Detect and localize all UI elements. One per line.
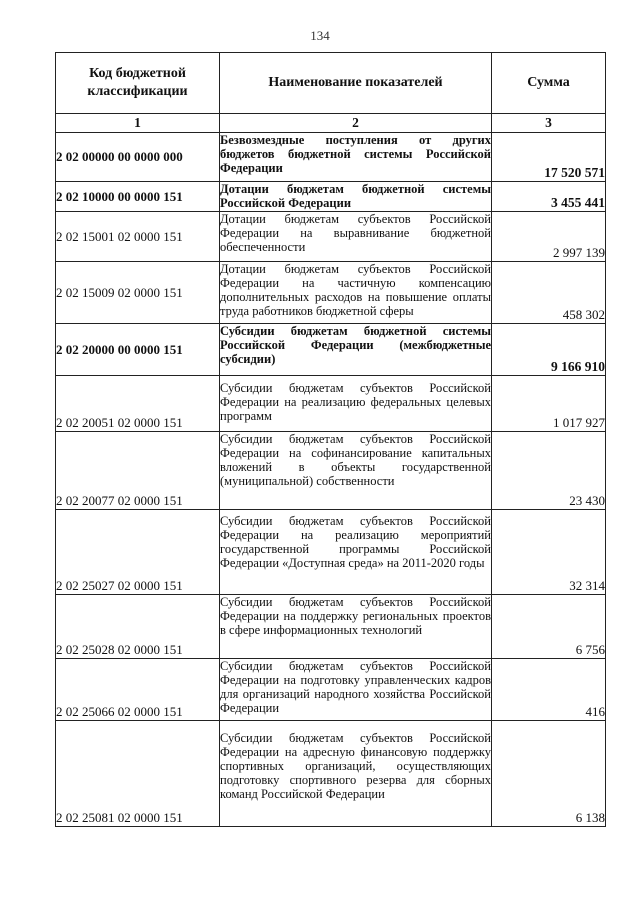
budget-code: 2 02 10000 00 0000 151	[56, 182, 220, 212]
header-name: Наименование показателей	[220, 53, 492, 114]
table-row	[56, 324, 606, 376]
budget-code: 2 02 25027 02 0000 151	[56, 510, 220, 595]
table-row	[56, 721, 606, 827]
table-row	[56, 212, 606, 262]
indicator-name: Дотации бюджетам бюджетной системы Российской Федерации	[220, 182, 491, 210]
amount: 9 166 910	[492, 324, 606, 376]
table-row	[56, 262, 606, 324]
indicator-name: Безвозмездные поступления от других бюджетов бюджетной системы Российской Федерации	[220, 133, 492, 182]
table-row	[56, 432, 606, 510]
header-amount: Сумма	[492, 53, 606, 114]
column-number: 1	[56, 114, 220, 133]
budget-code: 2 02 20000 00 0000 151	[56, 324, 220, 376]
header-row	[56, 53, 606, 114]
indicator-name: Субсидии бюджетам субъектов Российской Федерации на подготовку управленческих кадров для организаций народного хозяйства Российской Федерации	[220, 659, 492, 721]
column-number-row	[56, 114, 606, 133]
indicator-name: Дотации бюджетам субъектов Российской Федерации на выравнивание бюджетной обеспеченности	[220, 212, 492, 262]
indicator-name: Субсидии бюджетам субъектов Российской Федерации на адресную финансовую поддержку спортивных организаций, осуществляющих подготовку спортивного резерва для сборных команд Российской Федерации	[220, 721, 492, 827]
budget-code: 2 02 25081 02 0000 151	[56, 721, 220, 827]
amount: 6 138	[492, 721, 606, 827]
table-row	[56, 133, 606, 182]
table-row	[56, 510, 606, 595]
budget-code: 2 02 15009 02 0000 151	[56, 262, 220, 324]
budget-table	[55, 52, 606, 827]
page-number: 134	[310, 28, 330, 43]
budget-code: 2 02 20077 02 0000 151	[56, 432, 220, 510]
amount: 3 455 441	[492, 182, 606, 212]
amount: 2 997 139	[492, 212, 606, 262]
column-number: 2	[220, 114, 492, 133]
budget-code: 2 02 25028 02 0000 151	[56, 595, 220, 659]
amount: 23 430	[492, 432, 606, 510]
table-row	[56, 376, 606, 432]
budget-code: 2 02 20051 02 0000 151	[56, 376, 220, 432]
indicator-name: Дотации бюджетам субъектов Российской Федерации на частичную компенсацию дополнительных расходов на повышение оплаты труда работников бюджетной сферы	[220, 262, 492, 324]
amount: 32 314	[492, 510, 606, 595]
indicator-name: Субсидии бюджетам субъектов Российской Федерации на поддержку региональных проектов в сфере информационных технологий	[220, 595, 492, 659]
amount: 416	[492, 659, 606, 721]
amount: 17 520 571	[492, 133, 606, 182]
header-code: Код бюджетной классификации	[56, 53, 220, 114]
table-row	[56, 659, 606, 721]
indicator-name: Субсидии бюджетам субъектов Российской Федерации на софинансирование капитальных вложений в объекты государственной (муниципальной) собственности	[220, 432, 492, 510]
indicator-name: Субсидии бюджетам субъектов Российской Федерации на реализацию федеральных целевых программ	[220, 376, 492, 432]
table-row	[56, 182, 606, 212]
budget-code: 2 02 15001 02 0000 151	[56, 212, 220, 262]
column-number: 3	[492, 114, 606, 133]
budget-code: 2 02 00000 00 0000 000	[56, 133, 220, 182]
budget-code: 2 02 25066 02 0000 151	[56, 659, 220, 721]
indicator-name: Субсидии бюджетам субъектов Российской Федерации на реализацию мероприятий государственной программы Российской Федерации «Доступная среда» на 2011-2020 годы	[220, 510, 492, 595]
indicator-name: Субсидии бюджетам бюджетной системы Российской Федерации (межбюджетные субсидии)	[220, 324, 492, 376]
amount: 458 302	[492, 262, 606, 324]
table-row	[56, 595, 606, 659]
amount: 1 017 927	[492, 376, 606, 432]
amount: 6 756	[492, 595, 606, 659]
